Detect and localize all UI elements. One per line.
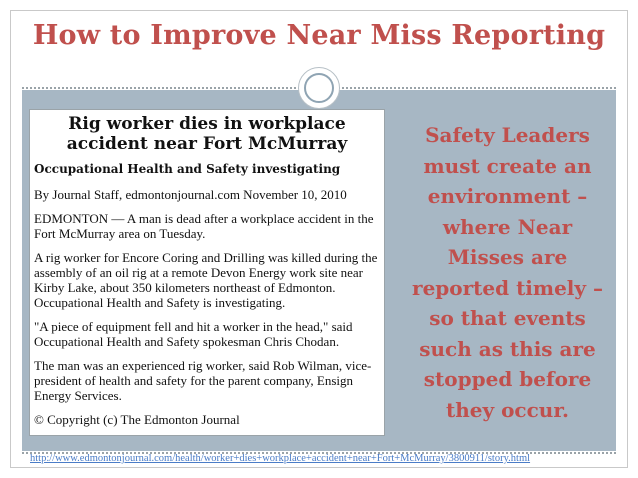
source-link[interactable]: http://www.edmontonjournal.com/health/worker+dies+workplace+accident+near+Fort+McMurray/3800911/story.html: [30, 453, 531, 464]
article-headline: Rig worker dies in workplace accident near Fort McMurray: [66, 114, 348, 154]
circle-ornament-icon: [298, 67, 340, 109]
article-copyright: © Copyright (c) The Edmonton Journal: [34, 412, 240, 427]
article-paragraph: "A piece of equipment fell and hit a worker in the head," said Occupational Health and Safety spokesman Chris Chodan.: [34, 319, 353, 349]
safety-callout: Safety Leaders must create an environment – where Near Misses are reported timely – so that events such as this are stopped before they occur.: [412, 123, 603, 422]
article-paragraph: A rig worker for Encore Coring and Drilling was killed during the assembly of an oil rig at a remote Devon Energy work site near Kirby Lake, about 350 kilometers northeast of Edmonton. Occupational Health and Safety is investigating.: [34, 250, 378, 310]
article-subhead: Occupational Health and Safety investigating: [34, 162, 341, 176]
article-byline: By Journal Staff, edmontonjournal.com November 10, 2010: [34, 187, 347, 202]
article-paragraph: EDMONTON — A man is dead after a workplace accident in the Fort McMurray area on Tuesday.: [34, 211, 374, 241]
slide-title: How to Improve Near Miss Reporting: [32, 20, 606, 51]
article-paragraph: The man was an experienced rig worker, said Rob Wilman, vice-president of health and safety for the parent company, Ensign Energy Services.: [34, 358, 372, 403]
news-article: [29, 109, 385, 436]
